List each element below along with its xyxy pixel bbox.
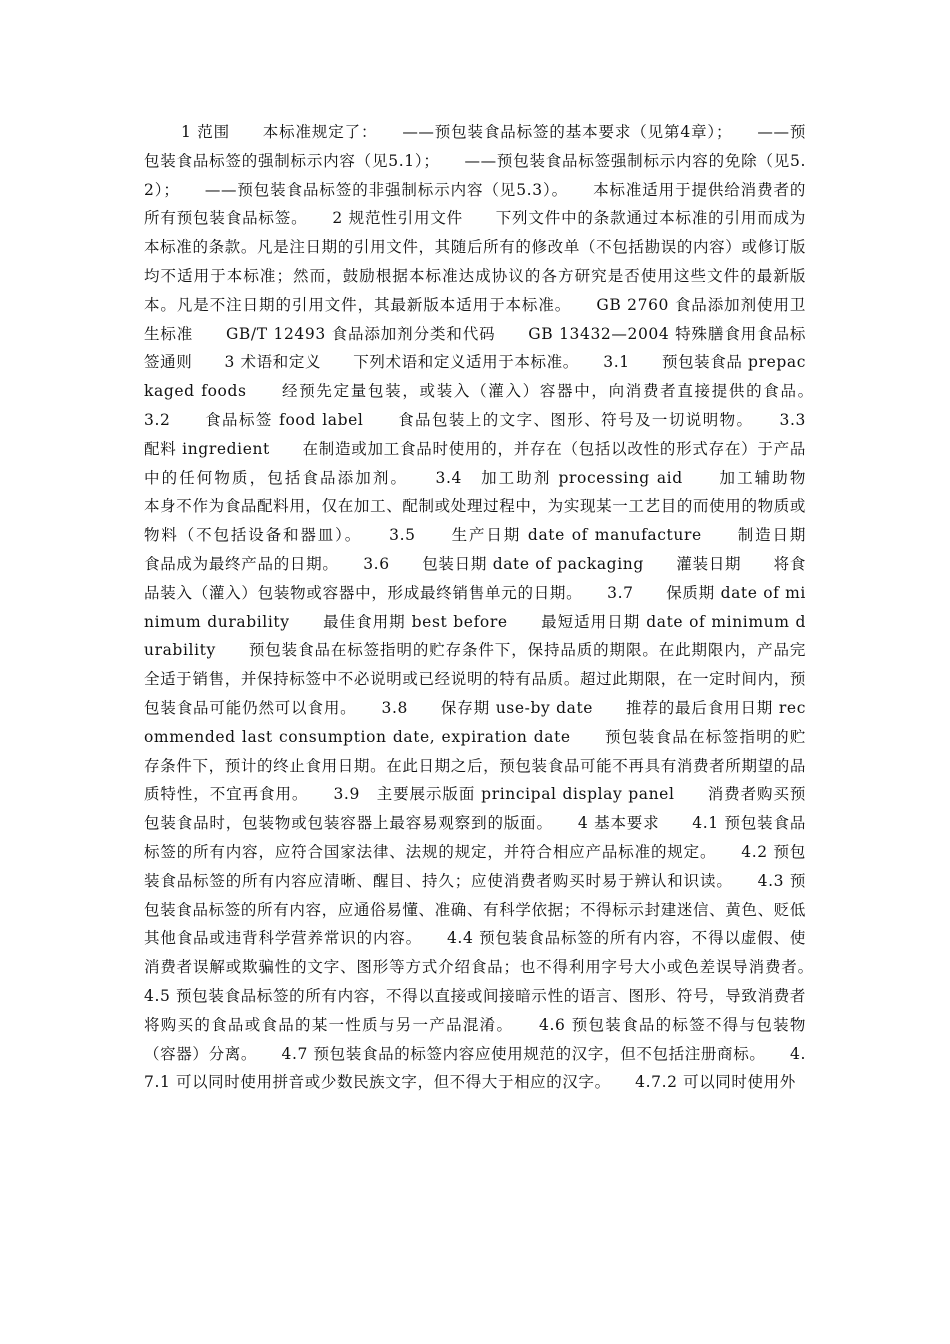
body-text: 1 范围 本标准规定了： ——预包装食品标签的基本要求（见第4章）； ——预包装食品标签的强制标示内容（见5.1）； ——预包装食品标签强制标示内容的免除（见5.2）； ——预包装食品标签的非强制标示内容（见5.3）。 本标准适用于提供给消费者的所有预包装食品标签。 2 规范性引用文件 下列文件中的条款通过本标准的引用而成为本标准的条款。凡是注日期的引用文件，其随后所有的修改单（不包括勘误的内容）或修订版均不适用于本标准；然而，鼓励根据本标准达成协议的各方研究是否使用这些文件的最新版本。凡是不注日期的引用文件，其最新版本适用于本标准。 GB 2760 食品添加剂使用卫生标准 GB/T 12493 食品添加剂分类和代码 GB 13432—2004 特殊膳食用食品标签通则 3 术语和定义 下列术语和定义适用于本标准。 3.1 预包装食品 prepackaged foods 经预先定量包装，或装入（灌入）容器中，向消费者直接提供的食品。 3.2 食品标签 food label 食品包装上的文字、图形、符号及一切说明物。 3.3 配料 ingredient 在制造或加工食品时使用的，并存在（包括以改性的形式存在）于产品中的任何物质，包括食品添加剂。 3.4 加工助剂 processing aid 加工辅助物 本身不作为食品配料用，仅在加工、配制或处理过程中，为实现某一工艺目的而使用的物质或物料（不包括设备和器皿）。 3.5 生产日期 date of manufacture 制造日期 食品成为最终产品的日期。 3.6 包装日期 date of packaging 灌装日期 将食品装入（灌入）包装物或容器中，形成最终销售单元的日期。 3.7 保质期 date of minimum durability 最佳食用期 best before 最短适用日期 date of minimum durability 预包装食品在标签指明的贮存条件下，保持品质的期限。在此期限内，产品完全适于销售，并保持标签中不必说明或已经说明的特有品质。超过此期限，在一定时间内，预包装食品可能仍然可以食用。 3.8 保存期 use-by date 推荐的最后食用日期 recommended last consumption date, expiration date 预包装食品在标签指明的贮存条件下，预计的终止食用日期。在此日期之后，预包装食品可能不再具有消费者所期望的品质特性，不宜再食用。 3.9 主要展示版面 principal display panel 消费者购买预包装食品时，包装物或包装容器上最容易观察到的版面。 4 基本要求 4.1 预包装食品标签的所有内容，应符合国家法律、法规的规定，并符合相应产品标准的规定。 4.2 预包装食品标签的所有内容应清晰、醒目、持久；应使消费者购买时易于辨认和识读。 4.3 预包装食品标签的所有内容，应通俗易懂、准确、有科学依据；不得标示封建迷信、黄色、贬低其他食品或违背科学营养常识的内容。 4.4 预包装食品标签的所有内容，不得以虚假、使消费者误解或欺骗性的文字、图形等方式介绍食品；也不得利用字号大小或色差误导消费者。 4.5 预包装食品标签的所有内容，不得以直接或间接暗示性的语言、图形、符号，导致消费者将购买的食品或食品的某一性质与另一产品混淆。 4.6 预包装食品的标签不得与包装物（容器）分离。 4.7 预包装食品的标签内容应使用规范的汉字，但不包括注册商标。 4.7.1 可以同时使用拼音或少数民族文字，但不得大于相应的汉字。 4.7.2 可以同时使用外 (144, 123, 839, 1092)
